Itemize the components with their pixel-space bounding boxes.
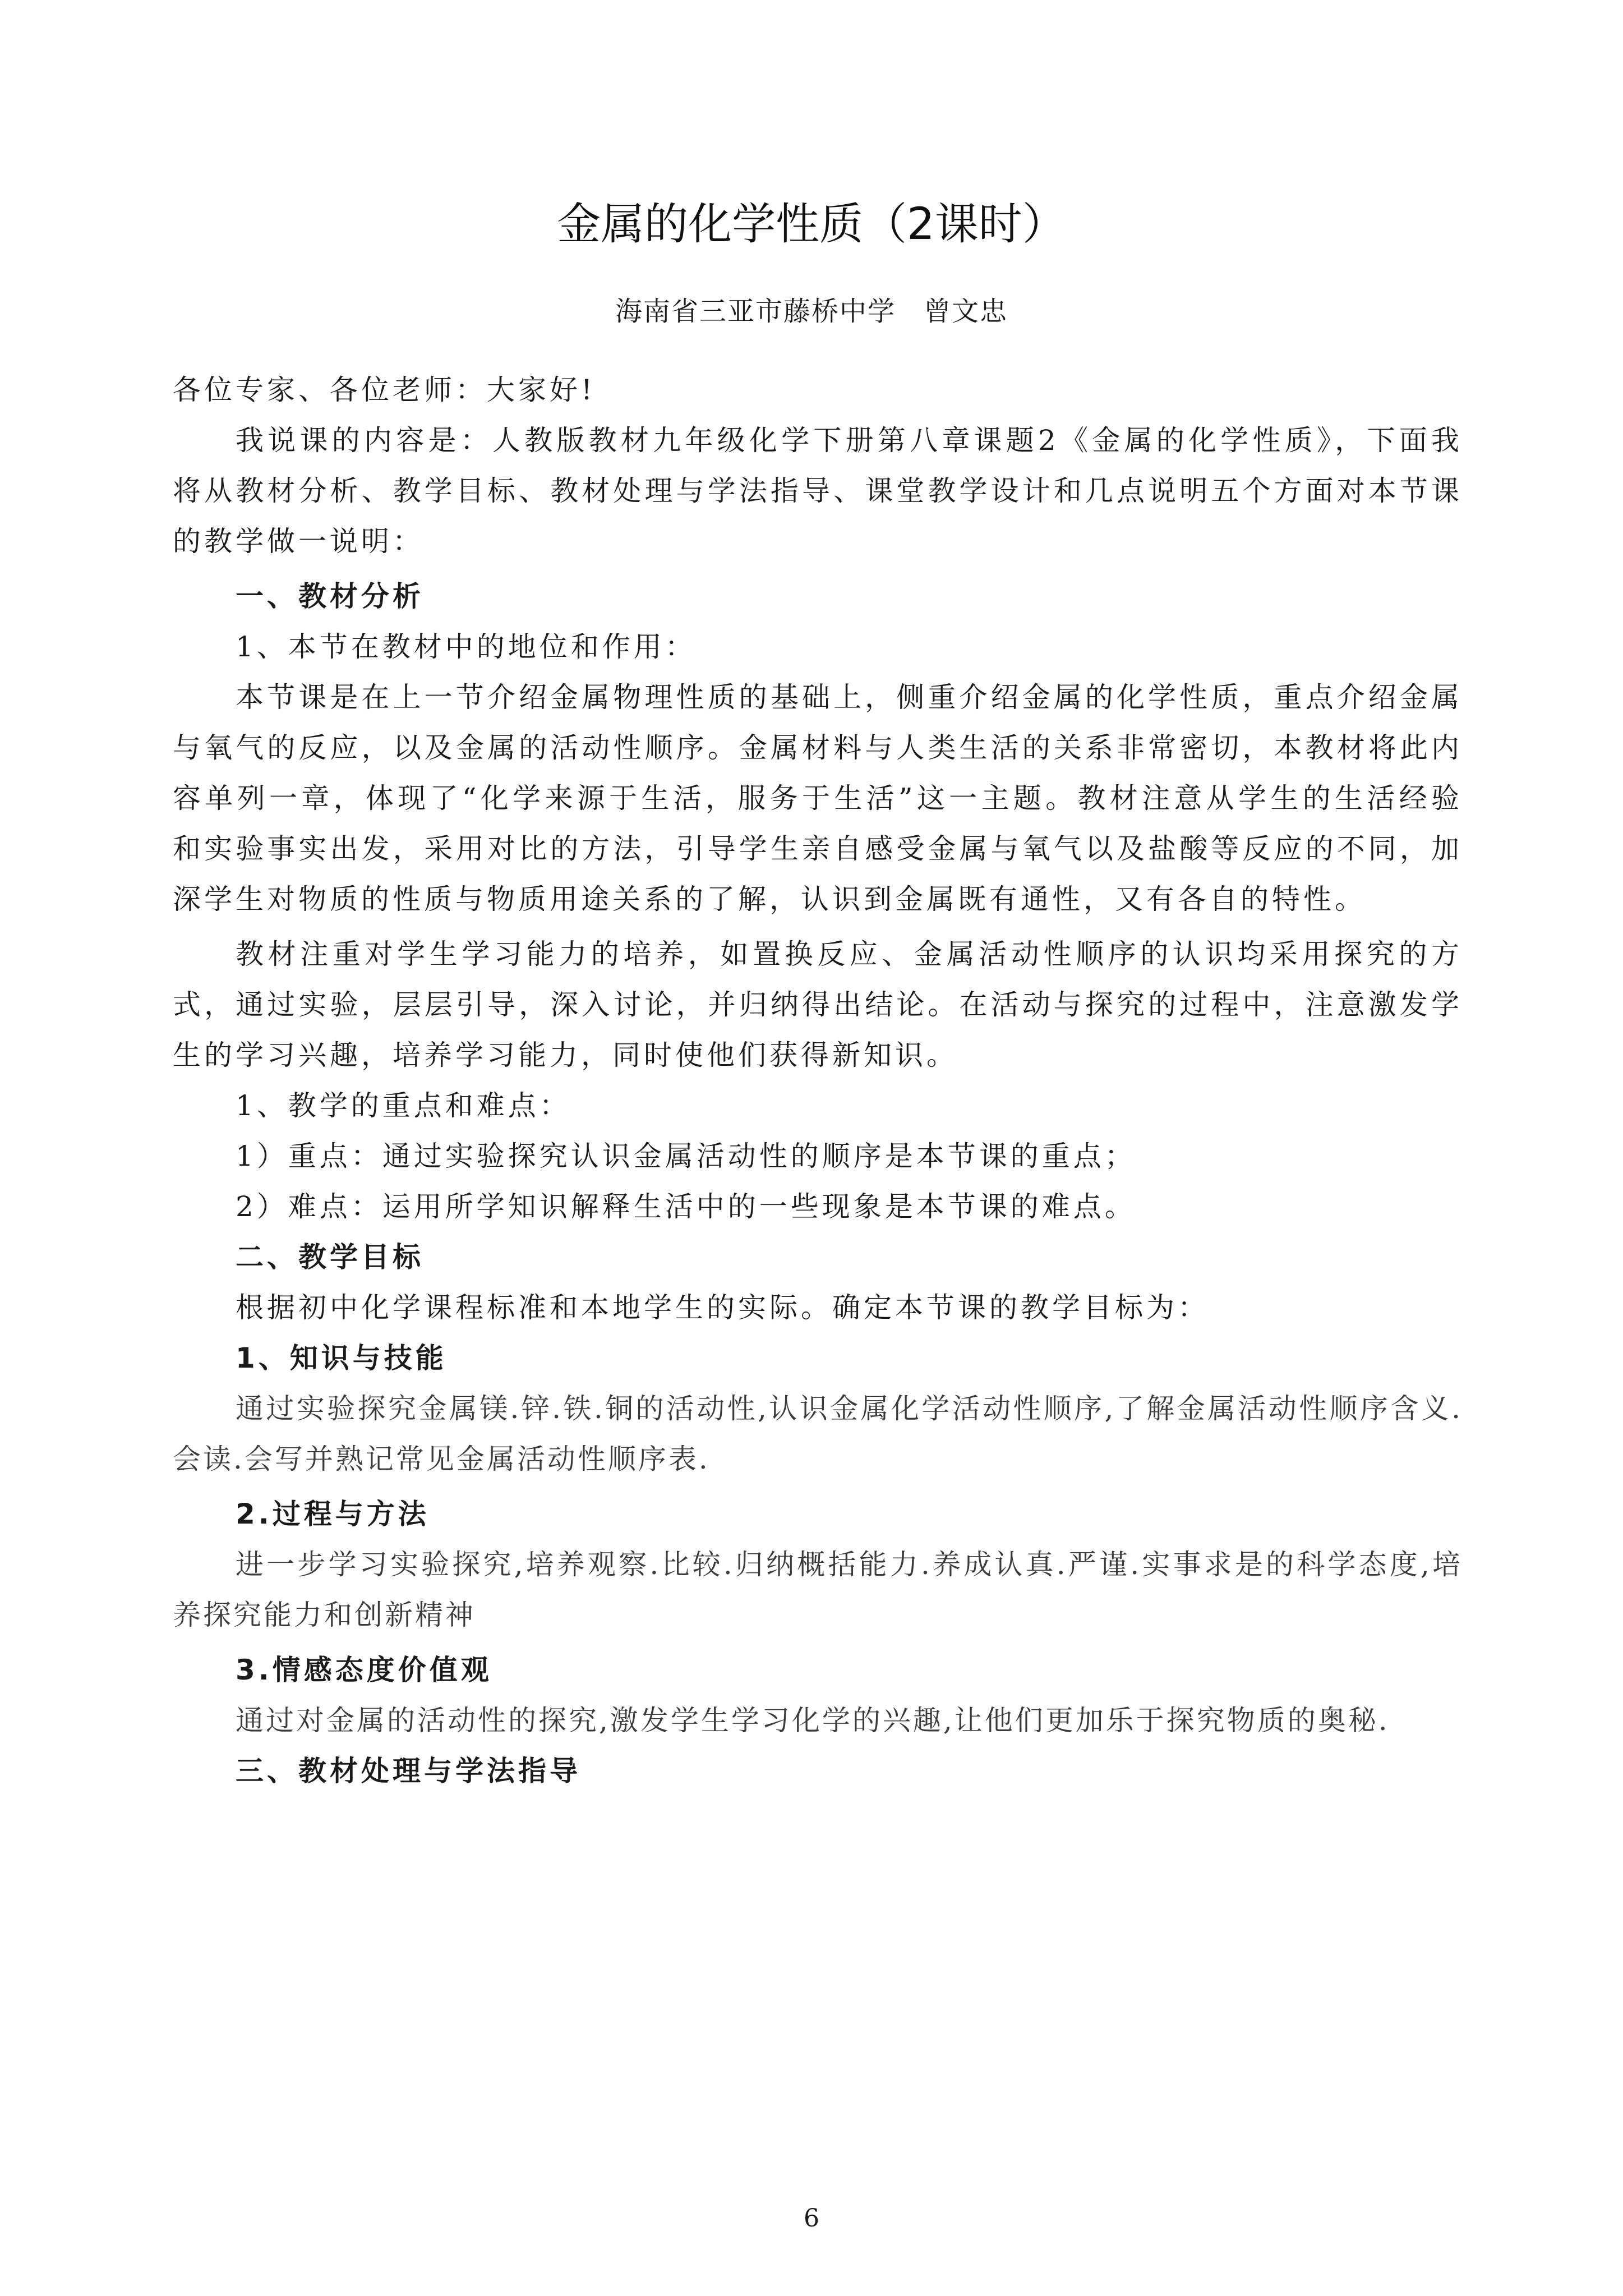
section-heading-1: 一、教材分析	[236, 580, 424, 613]
key-point: 1）重点：通过实验探究认识金属活动性的顺序是本节课的重点；	[236, 1140, 1136, 1172]
subheading-role: 1、本节在教材中的地位和作用：	[236, 631, 697, 663]
goal-heading-attitude: 3.情感态度价值观	[236, 1654, 492, 1686]
goals-intro: 根据初中化学课程标准和本地学生的实际。确定本节课的教学目标为：	[236, 1291, 1209, 1324]
page-number: 6	[804, 2204, 819, 2233]
goal-text-process: 进一步学习实验探究,培养观察.比较.归纳概括能力.养成认真.严谨.实事求是的科学态度,培养探究能力和创新精神	[173, 1548, 1463, 1631]
goal-heading-process: 2.过程与方法	[236, 1498, 430, 1530]
paragraph-ability: 教材注重对学生学习能力的培养，如置换反应、金属活动性顺序的认识均采用探究的方式，通过实验，层层引导，深入讨论，并归纳得出结论。在活动与探究的过程中，注意激发学生的学习兴趣，培养学习能力，同时使他们获得新知识。	[173, 938, 1463, 1071]
paragraph-role: 本节课是在上一节介绍金属物理性质的基础上，侧重介绍金属的化学性质，重点介绍金属与氧气的反应，以及金属的活动性顺序。金属材料与人类生活的关系非常密切，本教材将此内容单列一章，体现了“化学来源于生活，服务于生活”这一主题。教材注意从学生的生活经验和实验事实出发，采用对比的方法，引导学生亲自感受金属与氧气以及盐酸等反应的不同，加深学生对物质的性质与物质用途关系的了解，认识到金属既有通性，又有各自的特性。	[173, 681, 1463, 915]
goal-text-attitude: 通过对金属的活动性的探究,激发学生学习化学的兴趣,让他们更加乐于探究物质的奥秘.	[236, 1704, 1390, 1737]
section-heading-3: 三、教材处理与学法指导	[236, 1755, 581, 1787]
intro-paragraph: 我说课的内容是：人教版教材九年级化学下册第八章课题2《金属的化学性质》，下面我将从教材分析、教学目标、教材处理与学法指导、课堂教学设计和几点说明五个方面对本节课的教学做一说明：	[173, 424, 1463, 558]
subheading-key-points: 1、教学的重点和难点：	[236, 1089, 571, 1122]
goal-heading-knowledge: 1、知识与技能	[236, 1342, 447, 1374]
document-body	[173, 365, 1463, 1796]
author-line: 海南省三亚市藤桥中学 曾文忠	[615, 296, 1008, 327]
goal-text-knowledge: 通过实验探究金属镁.锌.铁.铜的活动性,认识金属化学活动性顺序,了解金属活动性顺序含义.会读.会写并熟记常见金属活动性顺序表.	[173, 1392, 1463, 1475]
difficult-point: 2）难点：运用所学知识解释生活中的一些现象是本节课的难点。	[236, 1190, 1136, 1223]
section-heading-2: 二、教学目标	[236, 1241, 424, 1273]
greeting: 各位专家、各位老师：大家好!	[173, 374, 596, 406]
page-title: 金属的化学性质（2课时）	[557, 199, 1066, 250]
